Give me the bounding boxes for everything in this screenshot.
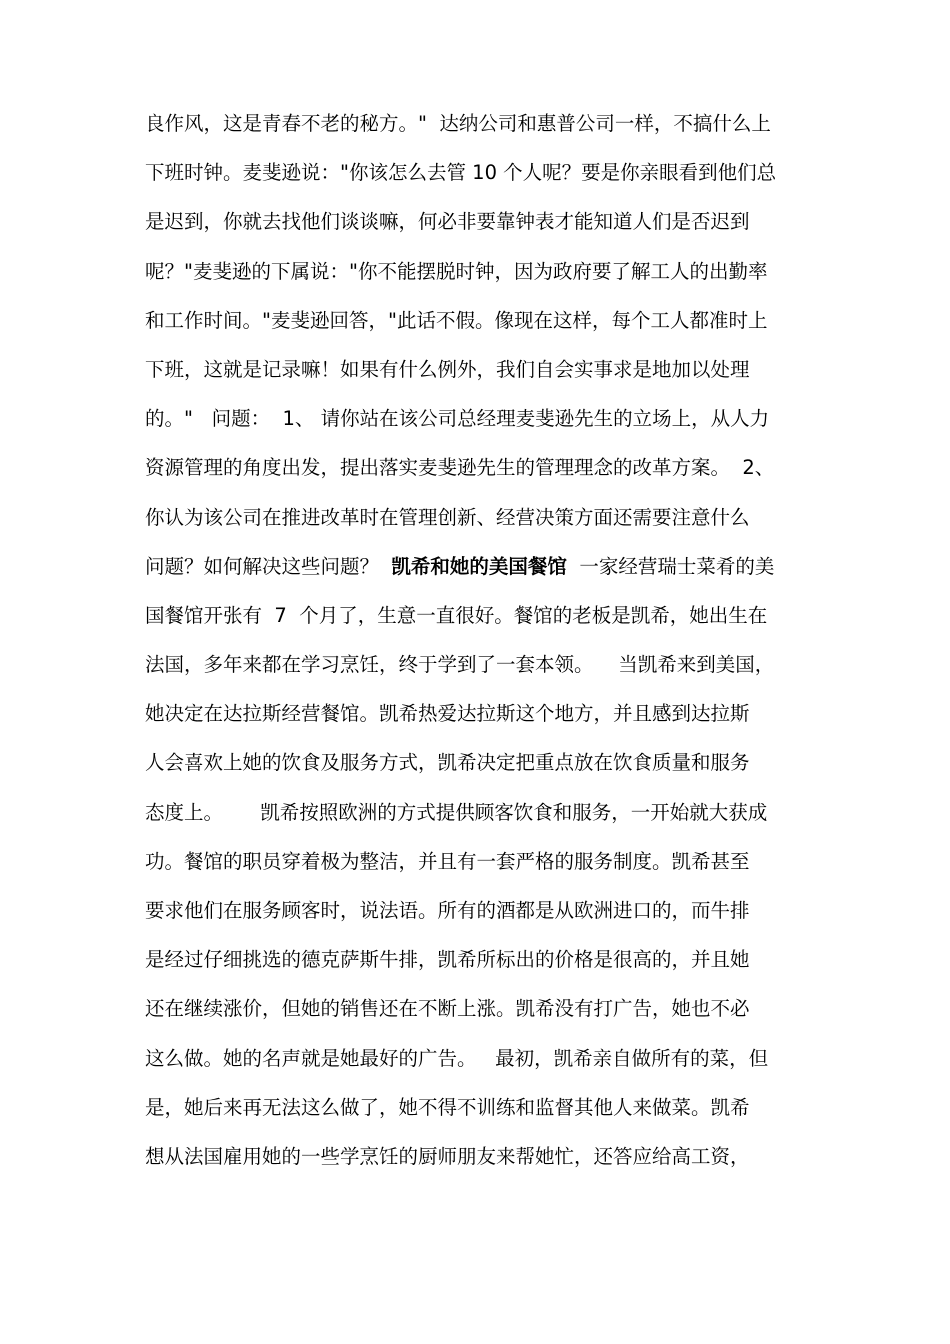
text-line: 态度上。 凯希按照欧洲的方式提供顾客饮食和服务，一开始就大获成 <box>145 800 768 824</box>
text-line <box>145 549 825 598</box>
text-line: 还在继续涨价，但她的销售还在不断上涨。凯希没有打广告，她也不必 <box>145 997 750 1021</box>
document-text <box>145 106 825 1188</box>
text-segment: 问题？如何解决这些问题？ <box>145 554 392 578</box>
text-line: 这么做。她的名声就是她最好的广告。 最初，凯希亲自做所有的菜，但 <box>145 1046 769 1070</box>
text-line: 下班，这就是记录嘛！如果有什么例外，我们自会实事求是地加以处理 <box>145 357 750 381</box>
text-line: 她决定在达拉斯经营餐馆。凯希热爱达拉斯这个地方，并且感到达拉斯 <box>145 702 750 726</box>
text-line: 是迟到，你就去找他们谈谈嘛，何必非要靠钟表才能知道人们是否迟到 <box>145 210 750 234</box>
text-segment: 一家经营瑞士菜肴的美 <box>566 554 775 578</box>
text-line: 资源管理的角度出发，提出落实麦斐逊先生的管理理念的改革方案。 2、 <box>145 456 775 480</box>
text-line: 人会喜欢上她的饮食及服务方式，凯希决定把重点放在饮食质量和服务 <box>145 751 750 775</box>
text-line: 你认为该公司在推进改革时在管理创新、经营决策方面还需要注意什么 <box>145 505 750 529</box>
text-line: 和工作时间。"麦斐逊回答，"此话不假。像现在这样，每个工人都准时上 <box>145 308 768 332</box>
text-line: 要求他们在服务顾客时，说法语。所有的酒都是从欧洲进口的，而牛排 <box>145 899 750 922</box>
text-line: 功。餐馆的职员穿着极为整洁，并且有一套严格的服务制度。凯希甚至 <box>145 849 750 873</box>
text-line: 国餐馆开张有 7 个月了，生意一直很好。餐馆的老板是凯希，她出生在 <box>145 603 768 627</box>
text-line: 的。" 问题： 1、 请你站在该公司总经理麦斐逊先生的立场上，从人力 <box>145 407 770 431</box>
text-line: 呢？"麦斐逊的下属说："你不能摆脱时钟，因为政府要了解工人的出勤率 <box>145 259 768 283</box>
text-line: 是，她后来再无法这么做了，她不得不训练和监督其他人来做菜。凯希 <box>145 1095 750 1119</box>
section-title: 凯希和她的美国餐馆 <box>391 554 567 578</box>
text-line: 良作风，这是青春不老的秘方。" 达纳公司和惠普公司一样，不搞什么上 <box>145 112 771 135</box>
text-line: 下班时钟。麦斐逊说："你该怎么去管 10 个人呢？要是你亲眼看到他们总 <box>145 161 777 185</box>
text-line: 是经过仔细挑选的德克萨斯牛排，凯希所标出的价格是很高的，并且她 <box>145 948 750 972</box>
text-line: 法国，多年来都在学习烹饪，终于学到了一套本领。 当凯希来到美国， <box>145 653 775 677</box>
text-line: 想从法国雇用她的一些学烹饪的厨师朋友来帮她忙，还答应给高工资， <box>145 1144 750 1168</box>
